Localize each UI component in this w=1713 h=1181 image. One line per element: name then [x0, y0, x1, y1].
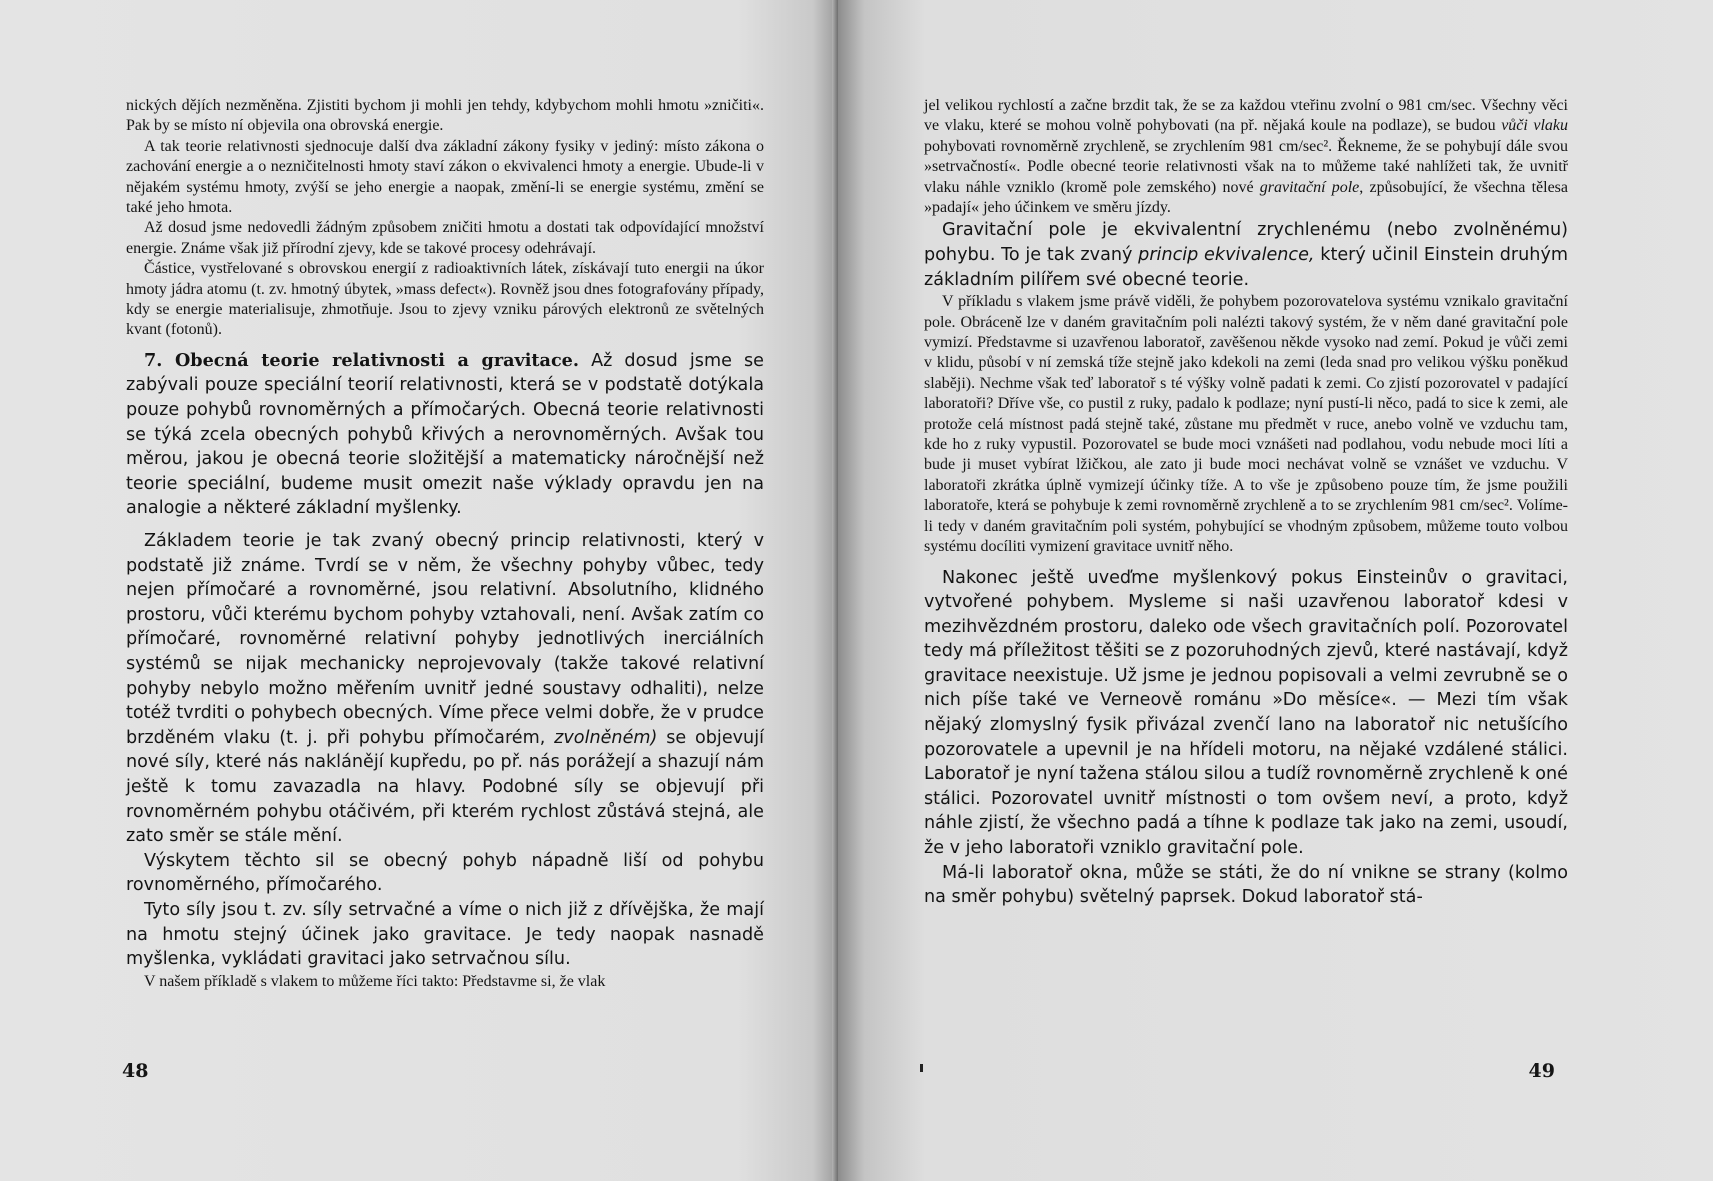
paragraph-text: který učinil Einstein druhým základním pilířem své obecné teorie. — [924, 245, 1568, 290]
section-paragraph — [126, 349, 764, 521]
paragraph-text: Základem teorie je tak zvaný obecný princip relativnosti, který v podstatě již známe. Tvrdí se v něm, že všechny pohyby vůbec, tedy nejen přímočaré a rovnoměrné, jsou relativní. Absolutního, klidného prostoru, vůči kterému bychom pohyby vztahovali, není. Avšak zatím co přímočaré, rovnoměrné relativní pohyby jednotlivých inerciálních systémů se nijak mechanicky neprojevovaly (takže takové relativní pohyby nebylo možno měřením uvnitř jedné soustavy odhaliti), nelze totéž tvrditi o pohybech obecných. Víme přece velmi dobře, že v prudce brzděném vlaku (t. j. při pohybu přímočarém, — [126, 531, 764, 748]
paragraph — [924, 96, 1568, 218]
right-text-column — [924, 96, 1568, 910]
paragraph: Částice, vystřelované s obrovskou energií z radioaktivních látek, získávají tuto energii na úkor hmoty jádra atomu (t. zv. hmotný úbytek, »mass defect«). Rovněž jsou dnes fotografovány případy, kdy se energie materialisuje, zhmotňuje. Jsou to zjevy vzniku párových elektronů ze světelných kvant (fotonů). — [126, 260, 764, 339]
paragraph: Má-li laboratoř okna, může se státi, že do ní vnikne se strany (kolmo na směr pohybu) světelný paprsek. Dokud laboratoř stá- — [924, 862, 1568, 908]
left-page — [0, 0, 838, 1181]
page-number: 49 — [1528, 1060, 1555, 1082]
paragraph: Nakonec ještě uveďme myšlenkový pokus Einsteinův o gravitaci, vytvořené pohybem. Mysleme si naši uzavřenou laboratoř kdesi v mezihvězdném prostoru, daleko ode všech gravitačních polí. Pozorovatel tedy má příležitost těšiti se z pozoruhodných zjevů, které nastávají, když gravitace neexistuje. Už jsme je jednou popisovali a velmi zevrubně se o nich píše také ve Verneově románu »Do měsíce«. — Mezi tím však nějaký zlomyslný fysik přivázal zvenčí lano na laboratoř nic netušícího pozorovatele a upevnil je na hřídeli motoru, na nějaké vzdálené stálici. Laboratoř je nyní tažena stálou silou a tudíž rovnoměrně zrychleně k oné stálici. Pozorovatel uvnitř místnosti o tom ovšem neví, a proto, když náhle zjistí, že všechno padá a tíhne k podlaze tak jako na zemi, usoudí, že v jeho laboratoři vzniklo gravitační pole. — [924, 567, 1568, 859]
paragraph: Až dosud jsme nedovedli žádným způsobem zničiti hmotu a dostati tak odpovídající množství energie. Známe však již přírodní zjevy, kde se takové procesy odehrávají. — [126, 219, 764, 257]
italic-term: vůči vlaku — [1501, 117, 1569, 135]
paragraph: V našem příkladě s vlakem to můžeme říci takto: Představme si, že vlak — [144, 972, 606, 990]
paragraph-text: Až dosud jsme se zabývali pouze speciální teorií relativnosti, která se v podstatě dotýkala pouze pohybů rovnoměrných a přímočarých. Obecná teorie relativnosti se týká zcela obecných pohybů křivých a nerovnoměrných. Avšak tou měrou, jakou je obecná teorie složitější a matematicky náročnější než teorie speciální, budeme musit omezit naše výklady opravdu jen na analogie a některé základní myšlenky. — [126, 350, 764, 519]
italic-term: zvolněném) — [554, 727, 658, 748]
paragraph — [126, 529, 764, 849]
paragraph-text: , způsobující, že všechna tělesa »padají« jeho účinkem ve směru jízdy. — [924, 178, 1569, 217]
left-text-column — [126, 96, 764, 992]
paragraph: V příkladu s vlakem jsme právě viděli, že pohybem pozorovatelova systému vznikalo gravitační pole. Obráceně lze v daném gravitačním poli nalézti takový systém, že v něm dané gravitační pole vymizí. Představme si uzavřenou laboratoř, zavěšenou někde vysoko nad zemí. Pokud je vůči zemi v klidu, působí v ní zemská tíže stejně jako kdekoli na zemi (leda snad pro velikou výšku poněkud slaběji). Nechme však teď laboratoř s té výšky volně padati k zemi. Co zjistí pozorovatel v padající laboratoři? Dříve vše, co pustil z ruky, padalo k podlaze; nyní pustí-li něco, padá to sice k zemi, ale protože celá místnost padá stejně také, zůstane mu předmět v ruce, anebo volně ve vzduchu tam, kde ho z ruky vypustil. Pozorovatel se bude moci vznášeti nad podlahou, vodu nebude moci líti a bude ji muset vybírat lžičkou, ale zato ji bude moci nechávat volně se vznášet ve vzduchu. V laboratoři zkrátka úplně vymizejí účinky tíže. A to vše je způsobeno pouze tím, že jsme použili laboratoře, která se pohybuje k zemi rovnoměrně zrychleně a to se zrychlením 981 cm/sec². Volíme-li tedy v daném gravitačním poli systém, pohybující se vhodným způsobem, můžeme touto volbou systému docíliti vymizení gravitace uvnitř něho. — [924, 293, 1568, 556]
paragraph-text: se objevují nové síly, které nás naklánějí kupředu, po př. nás porážejí a shazují nám ještě k tomu zavazadla na hlavy. Podobné síly se objevují při rovnoměrném pohybu otáčivém, při kterém rychlost zůstává stejná, ale zato směr se stále mění. — [126, 727, 764, 847]
italic-term: gravitační pole — [1259, 178, 1360, 196]
page-number: 48 — [122, 1060, 149, 1082]
italic-term: princip ekvivalence, — [1138, 245, 1315, 266]
paragraph-text: Gravitační pole je ekvivalentní zrychlenému (nebo zvolněnému) pohybu. To je tak zvaný — [924, 220, 1568, 266]
paragraph-text: pohybovati rovnoměrně zrychleně, se zrychlením 981 cm/sec². Řekneme, že se pohybují dále svou »setrvačností«. Podle obecné teorie relativnosti však na to můžeme také nahlížeti tak, že uvnitř vlaku náhle vzniklo (kromě pole zemského) nové — [924, 137, 1568, 196]
paragraph: Tyto síly jsou t. zv. síly setrvačné a víme o nich již z dřívějška, že mají na hmotu stejný účinek jako gravitace. Je tedy naopak nasnadě myšlenka, vykládati gravitaci jako setrvačnou sílu. — [126, 899, 764, 970]
paragraph: A tak teorie relativnosti sjednocuje další dva základní zákony fysiky v jediný: místo zákona o zachování energie a o nezničitelnosti hmoty staví zákon o ekvivalenci hmoty a energie. Ubude-li v nějakém systému hmoty, zvýší se jeho energie a naopak, změní-li se energie systému, změní se také jeho hmota. — [126, 137, 764, 217]
paragraph-text: jel velikou rychlostí a začne brzdit tak, že se za každou vteřinu zvolní o 981 cm/sec. Všechny věci ve vlaku, které se mohou volně pohybovati (na př. nějaká koule na podlaze), se budou — [924, 97, 1568, 135]
ink-speck — [920, 1064, 923, 1072]
paragraph — [924, 218, 1568, 292]
paragraph: nických dějích nezměněna. Zjistiti bychom ji mohli jen tehdy, kdybychom mohli hmotu »zničiti«. Pak by se místo ní objevila ona obrovská energie. — [126, 97, 764, 135]
paragraph: Výskytem těchto sil se obecný pohyb nápadně liší od pohybu rovnoměrného, přímočarého. — [126, 850, 764, 896]
right-page — [838, 0, 1713, 1181]
section-heading: 7. Obecná teorie relativnosti a gravitace. — [144, 349, 579, 371]
